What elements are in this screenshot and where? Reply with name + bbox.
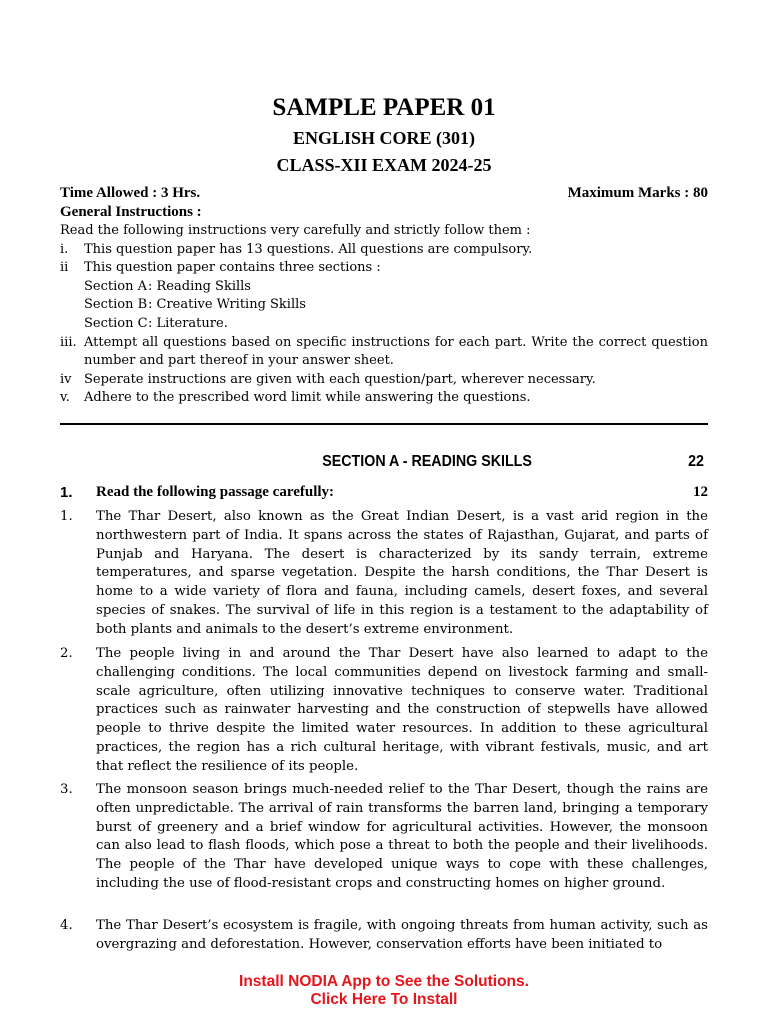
divider bbox=[60, 423, 708, 425]
time-allowed: Time Allowed : 3 Hrs. bbox=[60, 185, 201, 201]
install-app-banner[interactable] bbox=[0, 973, 768, 1009]
instruction-number: i. bbox=[60, 241, 69, 257]
instruction-text: This question paper has 13 questions. All questions are compulsory. bbox=[84, 241, 533, 257]
section-label: Section C bbox=[84, 315, 148, 331]
instruction-text: Attempt all questions based on specific instructions for each part. Write the correct question number and part thereof in your answer sheet. bbox=[84, 334, 708, 369]
instruction-item bbox=[60, 334, 708, 371]
general-instructions-heading: General Instructions : bbox=[60, 204, 202, 220]
paragraph-number: 4. bbox=[60, 918, 73, 933]
click-to-install-link[interactable]: Click Here To Install bbox=[310, 991, 458, 1008]
instruction-item bbox=[60, 371, 708, 390]
instruction-number: iii. bbox=[60, 334, 77, 350]
instruction-text: Adhere to the prescribed word limit while answering the questions. bbox=[84, 390, 531, 406]
section-value: : Reading Skills bbox=[148, 278, 251, 294]
paragraph-text: The monsoon season brings much-needed relief to the Thar Desert, though the rains are often unpredictable. The arrival of rain transforms the barren land, bringing a temporary burst of greenery and a brief window for agricultural activities. However, the monsoon can also lead to flash floods, which pose a threat to both the people and their livelihoods. The people of the Thar have developed unique ways to cope with these challenges, including the use of flood-resistant crops and constructing homes on higher ground. bbox=[96, 782, 708, 891]
section-list-item bbox=[60, 296, 708, 315]
paragraph-text: The Thar Desert’s ecosystem is fragile, with ongoing threats from human activity, such as overgrazing and deforestation. However, conservation efforts have been initiated to bbox=[96, 918, 708, 952]
instruction-number: v. bbox=[60, 390, 70, 406]
instruction-number: ii bbox=[60, 260, 69, 276]
section-a-marks: 22 bbox=[688, 453, 704, 470]
instruction-item bbox=[60, 389, 708, 408]
subject-title: ENGLISH CORE (301) bbox=[292, 128, 476, 148]
section-list-item bbox=[60, 278, 708, 297]
section-list-item bbox=[60, 315, 708, 334]
paragraph-text: The people living in and around the Thar Desert have also learned to adapt to the challenging conditions. The local communities depend on livestock farming and small-scale agriculture, often utilizing innovative techniques to conserve water. Traditional practices such as rainwater harvesting and the construction of stepwells have allowed people to thrive despite the limited water resources. In addition to these agricultural practices, the region has a rich cultural heritage, with vibrant festivals, music, and art that reflect the resilience of its people. bbox=[96, 646, 708, 774]
section-label: Section A bbox=[84, 278, 147, 294]
section-label: Section B bbox=[84, 297, 148, 313]
paper-title: SAMPLE PAPER 01 bbox=[272, 94, 496, 121]
paragraph-text: The Thar Desert, also known as the Great Indian Desert, is a vast arid region in the northwestern part of India. It spans across the states of Rajasthan, Gujarat, and parts of Punjab and Haryana. The desert is characterized by its sandy terrain, extreme temperatures, and sparse vegetation. Despite the harsh conditions, the Thar Desert is home to a wide variety of flora and fauna, including camels, desert foxes, and several species of snakes. The survival of life in this region is a testament to the adaptability of both plants and animals to the desert’s extreme environment. bbox=[96, 509, 708, 637]
instructions-intro: Read the following instructions very carefully and strictly follow them : bbox=[60, 223, 531, 238]
exam-title: CLASS-XII EXAM 2024-25 bbox=[276, 155, 492, 175]
section-a-title: SECTION A - READING SKILLS bbox=[322, 453, 532, 470]
section-value: : Creative Writing Skills bbox=[148, 297, 306, 313]
maximum-marks: Maximum Marks : 80 bbox=[567, 185, 708, 201]
section-value: : Literature. bbox=[148, 315, 228, 331]
instruction-item bbox=[60, 241, 708, 260]
passage-paragraph bbox=[60, 645, 708, 777]
instruction-text: Seperate instructions are given with each question/part, wherever necessary. bbox=[84, 371, 596, 387]
instruction-text: This question paper contains three sections : bbox=[84, 260, 381, 276]
instruction-number: iv bbox=[60, 371, 72, 387]
passage-paragraph bbox=[60, 508, 708, 640]
paragraph-number: 3. bbox=[60, 782, 73, 797]
install-app-text[interactable]: Install NODIA App to See the Solutions. bbox=[239, 973, 529, 990]
question-marks: 12 bbox=[693, 484, 708, 500]
passage-paragraph bbox=[60, 781, 708, 894]
question-text: Read the following passage carefully: bbox=[96, 484, 335, 500]
instruction-item bbox=[60, 259, 708, 278]
paragraph-number: 2. bbox=[60, 646, 73, 661]
question-number: 1. bbox=[60, 484, 73, 501]
paragraph-number: 1. bbox=[60, 509, 73, 524]
meta-row bbox=[60, 185, 708, 202]
instructions-block bbox=[60, 222, 708, 408]
passage-paragraph bbox=[60, 917, 708, 955]
